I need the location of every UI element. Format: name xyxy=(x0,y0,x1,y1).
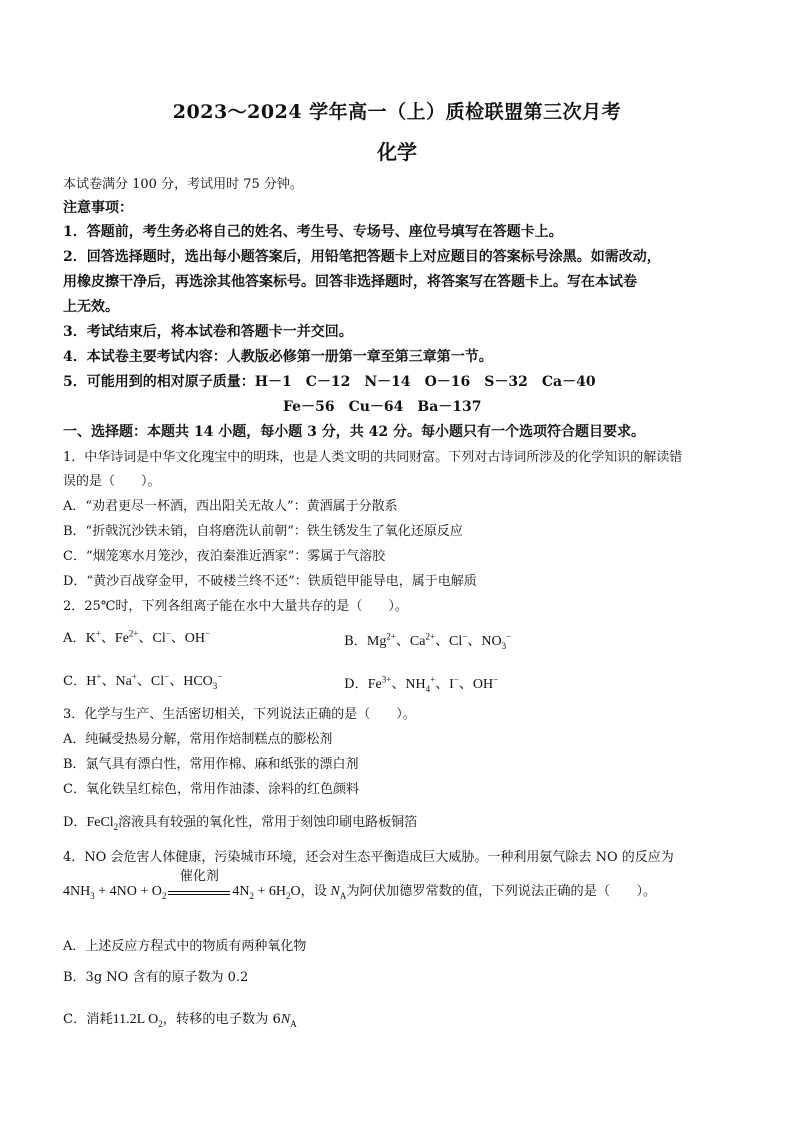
note-2-cont: 用橡皮擦干净后，再选涂其他答案标号。回答非选择题时，将答案写在答题卡上。写在本试卷 xyxy=(63,274,637,290)
q4-stem-text: ，设 xyxy=(300,884,327,899)
option-label: C． xyxy=(63,674,87,689)
ion-list: $Mg^{2+}$、$Ca^{2+}$、Cl−、$NO_3^-$ xyxy=(366,631,512,651)
option-label: B． xyxy=(344,634,367,649)
q2-option-d xyxy=(344,673,498,693)
catalyst-arrow xyxy=(168,868,230,899)
intro-text: 本试卷满分 100 分，考试用时 75 分钟。 xyxy=(63,177,303,192)
option-label: A． xyxy=(63,631,86,646)
q4-option-a: A．上述反应方程式中的物质有两种氧化物 xyxy=(63,939,307,954)
q3-option-d xyxy=(63,814,417,832)
option-label: D． xyxy=(344,677,368,692)
q2-option-a xyxy=(63,630,210,648)
ion-list: K+、$Fe^{2+}$、Cl−、OH− xyxy=(85,628,211,646)
reaction-reactants: $4NH_3 + 4NO + O_2$ xyxy=(63,884,167,901)
note-1: 1．答题前，考生务必将自己的姓名、考生号、专场号、座位号填写在答题卡上。 xyxy=(63,224,563,240)
section-heading: 一、选择题：本题共 14 小题，每小题 3 分，共 42 分。每小题只有一个选项符合题目要求。 xyxy=(63,424,645,440)
q1-stem-cont: 误的是（ ）。 xyxy=(63,474,161,489)
q3-option-a: A．纯碱受热易分解，常用作焙制糕点的膨松剂 xyxy=(63,732,333,747)
subject-title: 化学 xyxy=(377,140,417,164)
ion-list: $Fe^{3+}$、$NH_4^+$、I−、OH− xyxy=(367,674,499,694)
reaction-products: $4N_2 + 6H_2O$ xyxy=(232,884,301,901)
note-2-cont2: 上无效。 xyxy=(63,299,119,315)
q3-option-b: B．氯气具有漂白性，常用作棉、麻和纸张的漂白剂 xyxy=(63,757,359,772)
q1-option-d: D．“黄沙百战穿金甲，不破楼兰终不还”：铁质铠甲能导电，属于电解质 xyxy=(63,574,477,589)
q1-stem: 1．中华诗词是中华文化瑰宝中的明珠，也是人类文明的共同财富。下列对古诗词所涉及的化学知识的解读错 xyxy=(63,450,683,465)
note-2: 2．回答选择题时，选出每小题答案后，用铅笔把答题卡上对应题目的答案标号涂黑。如需改动， xyxy=(63,249,661,265)
q1-option-c: C．“烟笼寒水月笼沙，夜泊秦淮近酒家”：雾属于气溶胶 xyxy=(63,549,386,564)
q2-option-c xyxy=(63,673,222,691)
option-label: D． xyxy=(63,815,87,830)
catalyst-label: 催化剂 xyxy=(179,868,219,884)
q1-option-b: B．“折戟沉沙铁未销，自将磨洗认前朝”：铁生锈发生了氧化还原反应 xyxy=(63,524,463,539)
avogadro-symbol: $N_A$ xyxy=(330,884,347,901)
avogadro-symbol: $N_A$ xyxy=(280,1012,297,1029)
q2-option-b xyxy=(344,630,511,650)
formula-fecl2: FeCl$_2$ xyxy=(86,815,119,832)
note-5-cont: Fe－56 Cu－64 Ba－137 xyxy=(283,399,482,415)
option-text: ，转移的电子数为 6 xyxy=(162,1012,281,1027)
q2-stem: 2．25℃时，下列各组离子能在水中大量共存的是（ ）。 xyxy=(63,599,408,614)
option-text: 溶液具有较强的氧化性，常用于刻蚀印刷电路板铜箔 xyxy=(118,815,418,830)
q4-equation-line xyxy=(63,868,657,901)
note-3: 3．考试结束后，将本试卷和答题卡一并交回。 xyxy=(63,324,353,340)
q4-option-c xyxy=(63,1011,297,1029)
ion-list: H+、Na+、Cl−、$HCO_3^-$ xyxy=(86,671,223,691)
q1-option-a: A．“劝君更尽一杯酒，西出阳关无故人”：黄酒属于分散系 xyxy=(63,499,398,514)
notes-heading: 注意事项： xyxy=(63,200,133,216)
note-4: 4．本试卷主要考试内容：人教版必修第一册第一章至第三章第一节。 xyxy=(63,349,493,365)
note-5: 5．可能用到的相对原子质量：H－1 C－12 N－14 O－16 S－32 Ca－40 xyxy=(63,374,596,390)
q3-option-c: C．氧化铁呈红棕色，常用作油漆、涂料的红色颜料 xyxy=(63,782,359,797)
q4-stem: 4．NO 会危害人体健康，污染城市环境，还会对生态平衡造成巨大威胁。一种利用氨气除去 NO 的反应为 xyxy=(63,850,674,865)
q4-stem-text-2: 为阿伏加德罗常数的值，下列说法正确的是（ ）。 xyxy=(346,884,657,899)
q4-option-b: B．3g NO 含有的原子数为 0.2 xyxy=(63,970,249,985)
option-label: C．消耗 xyxy=(63,1012,113,1027)
q3-stem: 3．化学与生产、生活密切相关，下列说法正确的是（ ）。 xyxy=(63,707,416,722)
exam-title: 2023～2024 学年高一（上）质检联盟第三次月考 xyxy=(172,101,622,123)
volume-o2: 11.2L $O_2$ xyxy=(112,1012,163,1029)
